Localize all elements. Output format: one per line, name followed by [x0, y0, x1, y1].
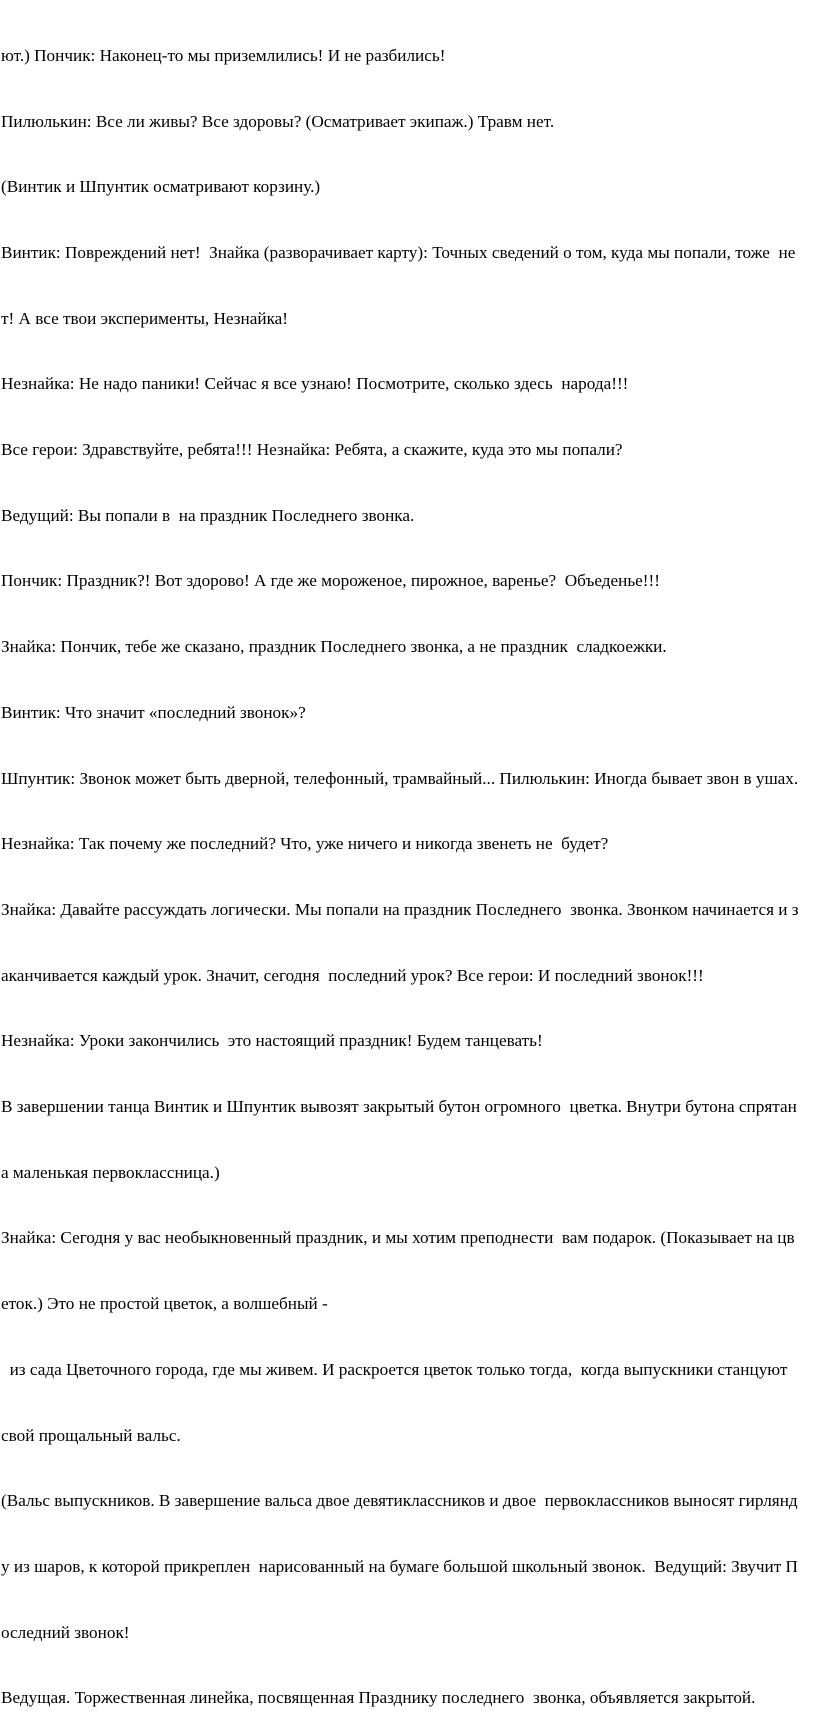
text-line: Знайка: Давайте рассуждать логически. Мы попали на праздник Последнего звонка. Звонком начинается и з [1, 899, 799, 919]
text-line: Незнайка: Так почему же последний? Что, уже ничего и никогда звенеть не будет? [1, 834, 609, 854]
text-line: Незнайка: Не надо паники! Сейчас я все узнаю! Посмотрите, сколько здесь народа!!! [1, 374, 629, 394]
text-line: (Винтик и Шпунтик осматривают корзину.) [1, 177, 321, 197]
text-line: оследний звонок! [1, 1622, 130, 1642]
text-line: свой прощальный вальс. [1, 1425, 181, 1445]
text-line: еток.) Это не простой цветок, а волшебный - [1, 1294, 328, 1314]
text-line: аканчивается каждый урок. Значит, сегодня последний урок? Все герои: И последний звонок!!! [1, 965, 704, 985]
text-line: ют.) Пончик: Наконец-то мы приземлились! И не разбились! [1, 45, 446, 65]
text-line: Незнайка: Уроки закончились это настоящий праздник! Будем танцевать! [1, 1031, 543, 1051]
text-line: Винтик: Что значит «последний звонок»? [1, 702, 306, 722]
text-line: Все герои: Здравствуйте, ребята!!! Незнайка: Ребята, а скажите, куда это мы попали? [1, 440, 623, 460]
text-line: Ведущая. Торжественная линейка, посвященная Празднику последнего звонка, объявляется закрытой. [1, 1688, 756, 1708]
text-line: (Вальс выпускников. В завершение вальса двое девятиклассников и двое первоклассников выносят гирлянд [1, 1491, 798, 1511]
text-line: Ведущий: Вы попали в на праздник Последнего звонка. [1, 505, 415, 525]
text-line: Пончик: Праздник?! Вот здорово! А где же мороженое, пирожное, варенье? Объеденье!!! [1, 571, 660, 591]
text-line: т! А все твои эксперименты, Незнайка! [1, 308, 289, 328]
text-line: Пилюлькин: Все ли живы? Все здоровы? (Осматривает экипаж.) Травм нет. [1, 111, 555, 131]
text-line: Винтик: Повреждений нет! Знайка (разворачивает карту): Точных сведений о том, куда мы попали, тоже не [1, 242, 796, 262]
text-line: из сада Цветочного города, где мы живем. И раскроется цветок только тогда, когда выпускники станцуют [1, 1359, 788, 1379]
text-line: Шпунтик: Звонок может быть дверной, телефонный, трамвайный... Пилюлькин: Иногда бывает звон в ушах. [1, 768, 799, 788]
text-line: а маленькая первоклассница.) [1, 1162, 220, 1182]
text-line: В завершении танца Винтик и Шпунтик вывозят закрытый бутон огромного цветка. Внутри бутона спрятан [1, 1097, 797, 1117]
text-line: Знайка: Пончик, тебе же сказано, праздник Последнего звонка, а не праздник сладкоежки. [1, 637, 667, 657]
text-line: у из шаров, к которой прикреплен нарисованный на бумаге большой школьный звонок. Ведущий: Звучит П [1, 1556, 798, 1576]
text-line: Знайка: Сегодня у вас необыкновенный праздник, и мы хотим преподнести вам подарок. (Показывает на цв [1, 1228, 795, 1248]
